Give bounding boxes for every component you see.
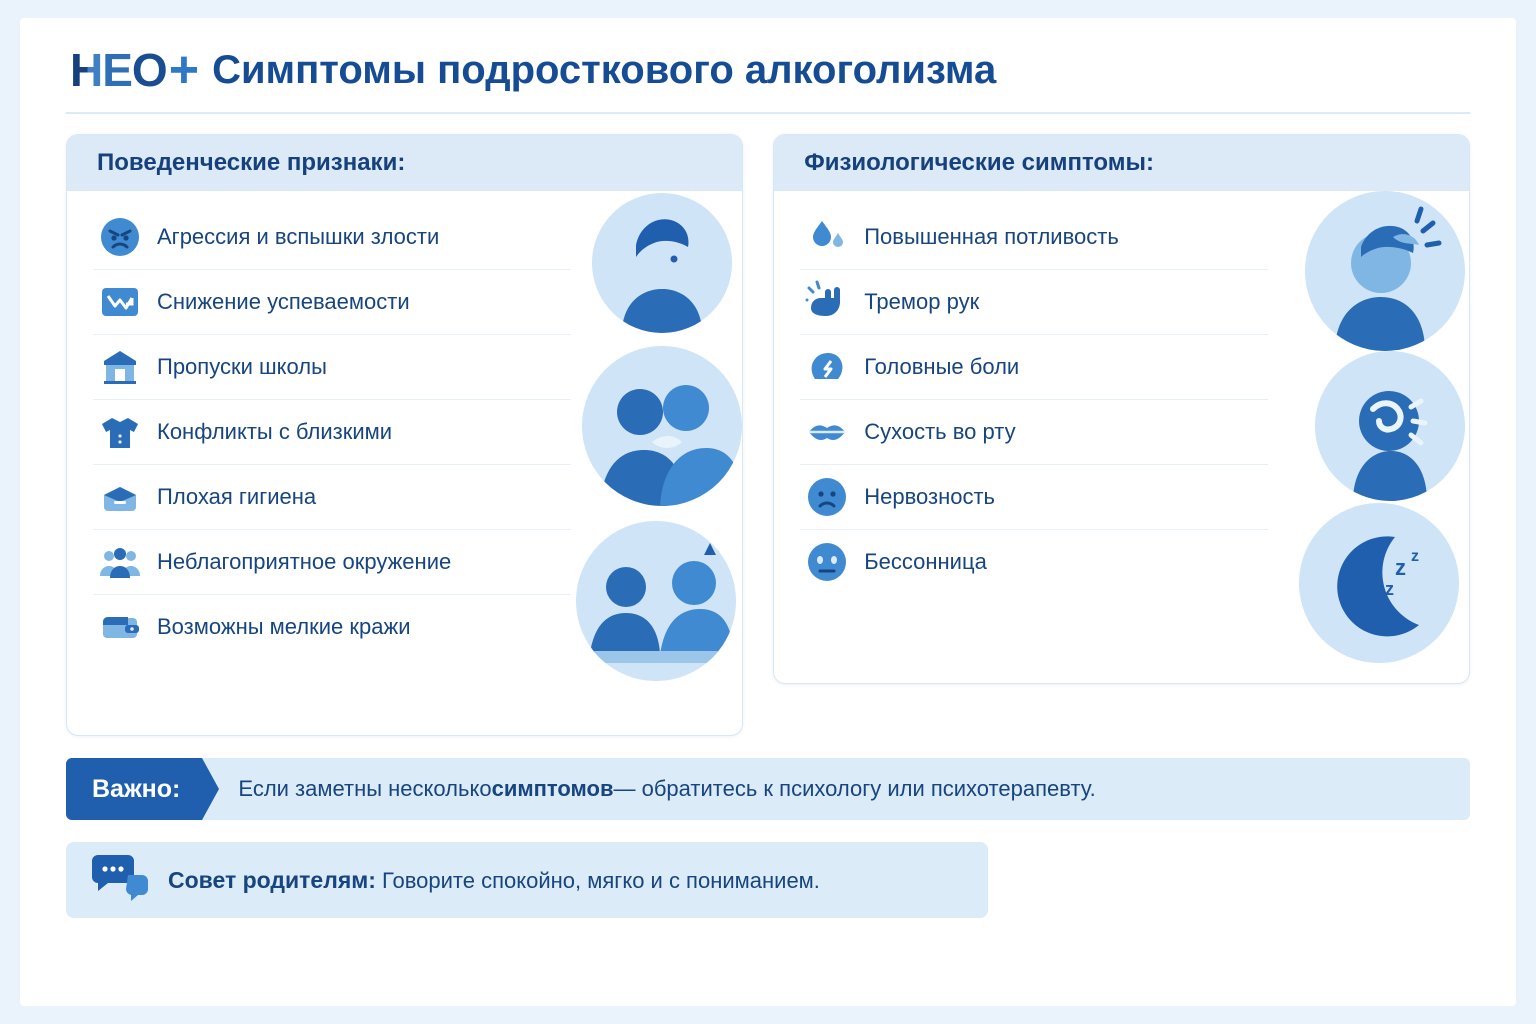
brand-logo — [70, 41, 199, 99]
sweat-drops-icon — [804, 214, 850, 260]
list-item[interactable] — [93, 335, 571, 400]
page-title: Симптомы подросткового алкоголизма — [212, 48, 997, 92]
important-tag: Важно: — [66, 758, 202, 820]
behavioral-card-heading: Поведенческие признаки: — [67, 135, 742, 191]
list-item[interactable] — [93, 270, 571, 335]
important-text — [202, 758, 1095, 820]
lips-icon — [804, 409, 850, 455]
chat-bubbles-icon — [88, 853, 152, 907]
list-item[interactable] — [800, 465, 1268, 530]
behavioral-card-body — [67, 191, 742, 735]
list-item-label: Повышенная потливость — [864, 224, 1119, 249]
headache-head-icon — [804, 344, 850, 390]
important-banner — [66, 758, 1470, 820]
nervous-face-icon — [804, 474, 850, 520]
header-divider — [66, 112, 1470, 114]
declining-chart-icon — [97, 279, 143, 325]
important-text-before: Если заметны несколько — [238, 776, 492, 801]
list-item-label: Плохая гигиена — [157, 484, 317, 509]
behavioral-card — [66, 134, 743, 736]
important-text-bold: симптомов — [491, 776, 614, 801]
svg-text:z: z — [1385, 579, 1394, 599]
brand-letter-e: E — [102, 44, 132, 96]
list-item[interactable] — [800, 335, 1268, 400]
list-item-label: Агрессия и вспышки злости — [157, 224, 440, 249]
brand-letter-n: H — [70, 44, 103, 96]
school-building-icon — [97, 344, 143, 390]
list-item-label: Пропуски школы — [157, 354, 327, 379]
physiological-card-heading: Физиологические симптомы: — [774, 135, 1469, 191]
list-item[interactable] — [800, 270, 1268, 335]
angry-face-icon — [97, 214, 143, 260]
header — [60, 41, 1476, 99]
list-item-label: Конфликты с близкими — [157, 419, 393, 444]
advice-body: Говорите спокойно, мягко и с пониманием. — [375, 867, 820, 893]
shaking-hand-icon — [804, 279, 850, 325]
svg-text:z: z — [1411, 548, 1419, 565]
list-item[interactable] — [800, 530, 1268, 594]
list-item-label: Сухость во рту — [864, 419, 1016, 444]
list-item-label: Снижение успеваемости — [157, 289, 410, 314]
brand-letter-o: O — [131, 44, 167, 96]
list-item[interactable] — [93, 205, 571, 270]
list-item-label: Бессонница — [864, 549, 987, 574]
physiological-card — [773, 134, 1470, 684]
list-item-label: Возможны мелкие кражи — [157, 614, 411, 639]
list-item[interactable] — [93, 465, 571, 530]
behavioral-list — [93, 205, 716, 659]
list-item[interactable] — [93, 530, 571, 595]
tshirt-icon — [97, 409, 143, 455]
list-item[interactable] — [93, 595, 571, 659]
list-item[interactable] — [800, 205, 1268, 270]
list-item[interactable] — [800, 400, 1268, 465]
brand-plus-icon: + — [168, 41, 199, 99]
list-item-label: Головные боли — [864, 354, 1020, 379]
group-people-icon — [97, 539, 143, 585]
important-text-after: — обратитесь к психологу или психотерапевту. — [613, 776, 1096, 801]
advice-banner — [66, 842, 988, 918]
soap-icon — [97, 474, 143, 520]
insomnia-face-icon — [804, 539, 850, 585]
list-item[interactable] — [93, 400, 571, 465]
advice-title: Совет родителям: — [168, 866, 376, 893]
poster-inner — [20, 18, 1516, 1006]
physiological-card-body — [774, 191, 1469, 683]
list-item-label: Нервозность — [864, 484, 996, 509]
wallet-icon — [97, 604, 143, 650]
svg-text:z: z — [1395, 555, 1406, 580]
cards-row — [60, 134, 1476, 736]
physiological-list — [800, 205, 1443, 594]
list-item-label: Неблагоприятное окружение — [157, 549, 452, 574]
list-item-label: Тремор рук — [864, 289, 980, 314]
advice-text — [168, 867, 820, 894]
